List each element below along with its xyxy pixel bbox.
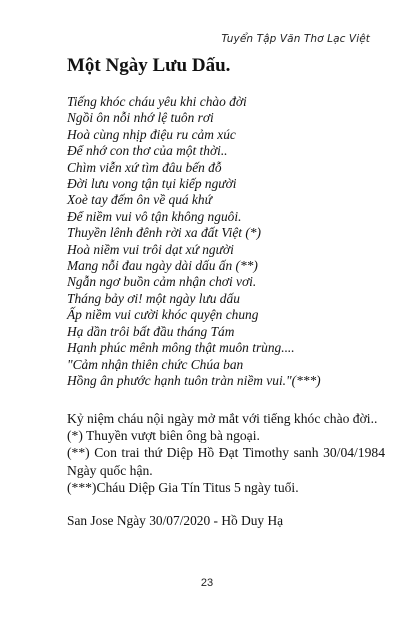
poem-line: Ngồi ôn nỗi nhớ lệ tuôn rơi xyxy=(67,110,214,126)
poem-line: Ngẫn ngơ buồn cảm nhận chơi vơi. xyxy=(67,274,257,290)
poem-line: Hoà niềm vui trôi dạt xứ người xyxy=(67,241,234,257)
poem-line: Hạnh phúc mênh mông thật muôn trùng.... xyxy=(67,340,295,356)
poem-line: Đời lưu vong tận tụi kiếp người xyxy=(67,176,237,192)
page-number: 23 xyxy=(200,577,214,589)
book-header: Tuyển Tập Văn Thơ Lạc Việt xyxy=(221,33,370,45)
poem-line: Xoè tay đếm ôn về quá khứ xyxy=(67,192,212,208)
poem-title: Một Ngày Lưu Dấu. xyxy=(67,55,231,76)
footnote: (*) Thuyền vượt biên ông bà ngoại. xyxy=(67,428,260,444)
poem-line: Tháng bảy ơi! một ngày lưu dấu xyxy=(67,290,240,306)
poem-line: Mang nỗi đau ngày dài dấu ấn (**) xyxy=(67,258,258,274)
poem-line: Chìm viễn xứ tìm đâu bến đỗ xyxy=(67,159,222,175)
footnote: (**) Con trai thứ Diệp Hồ Đạt Timothy sanh 30/04/1984 Ngày quốc hận. xyxy=(67,445,385,478)
poem-line: Hạ dần trôi bất đầu tháng Tám xyxy=(67,323,235,339)
poem-line: Để nhớ con thơ của một thời.. xyxy=(67,143,228,159)
poem-line: Ấp niềm vui cười khóc quyện chung xyxy=(67,307,259,323)
signature-line: San Jose Ngày 30/07/2020 - Hồ Duy Hạ xyxy=(67,513,284,528)
poem-body xyxy=(67,94,387,389)
poem-line: Để niềm vui vô tận không nguôi. xyxy=(67,208,242,224)
poem-line: Hồng ân phước hạnh tuôn tràn niềm vui."(***) xyxy=(67,372,321,388)
footnote: (***)Cháu Diệp Gia Tín Titus 5 ngày tuổi. xyxy=(67,479,299,495)
note-intro: Kỷ niệm cháu nội ngày mở mắt với tiếng khóc chào đời.. xyxy=(67,411,378,426)
poem-line: "Cảm nhận thiên chức Chúa ban xyxy=(67,356,244,372)
poem-line: Thuyền lênh đênh rời xa đất Việt (*) xyxy=(67,225,261,241)
footnotes xyxy=(67,410,385,496)
poem-line: Hoà cùng nhịp điệu ru cảm xúc xyxy=(67,126,236,142)
poem-line: Tiếng khóc cháu yêu khi chào đời xyxy=(67,94,247,109)
